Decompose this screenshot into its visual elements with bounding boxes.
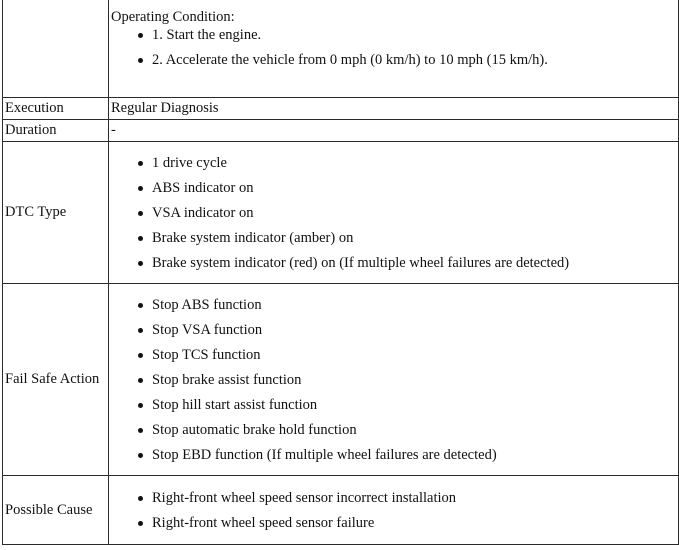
execution-row [3, 98, 679, 120]
list-item: Stop TCS function [138, 346, 678, 364]
operating-condition-steps [111, 26, 678, 69]
fail-safe-action-label: Fail Safe Action [3, 284, 109, 476]
list-item: Brake system indicator (amber) on [138, 229, 678, 247]
list-item: 1. Start the engine. [138, 26, 678, 44]
possible-cause-row [3, 476, 679, 545]
duration-label: Duration [3, 120, 109, 142]
fail-safe-action-list [111, 296, 678, 464]
list-item: ABS indicator on [138, 179, 678, 197]
list-item: 1 drive cycle [138, 154, 678, 172]
fail-safe-action-value-cell [109, 284, 679, 476]
execution-label: Execution [3, 98, 109, 120]
dtc-type-value-cell [109, 142, 679, 284]
operating-condition-value-cell [109, 0, 679, 98]
list-item: VSA indicator on [138, 204, 678, 222]
operating-condition-title: Operating Condition: [111, 9, 235, 25]
possible-cause-label: Possible Cause [3, 476, 109, 545]
list-item: 2. Accelerate the vehicle from 0 mph (0 km/h) to 10 mph (15 km/h). [138, 51, 678, 69]
operating-condition-label-cell [3, 0, 109, 98]
dtc-type-row [3, 142, 679, 284]
duration-value: - [109, 120, 679, 142]
list-item: Stop brake assist function [138, 371, 678, 389]
list-item: Right-front wheel speed sensor incorrect installation [138, 489, 678, 507]
possible-cause-value-cell [109, 476, 679, 545]
execution-value: Regular Diagnosis [109, 98, 679, 120]
operating-condition-row [3, 0, 679, 98]
list-item: Stop VSA function [138, 321, 678, 339]
dtc-spec-table [2, 0, 679, 545]
duration-row [3, 120, 679, 142]
list-item: Stop ABS function [138, 296, 678, 314]
dtc-type-label: DTC Type [3, 142, 109, 284]
list-item: Stop automatic brake hold function [138, 421, 678, 439]
possible-cause-list [111, 489, 678, 532]
fail-safe-action-row [3, 284, 679, 476]
list-item: Brake system indicator (red) on (If multiple wheel failures are detected) [138, 254, 678, 272]
list-item: Stop EBD function (If multiple wheel failures are detected) [138, 446, 678, 464]
dtc-type-list [111, 154, 678, 272]
list-item: Stop hill start assist function [138, 396, 678, 414]
list-item: Right-front wheel speed sensor failure [138, 514, 678, 532]
